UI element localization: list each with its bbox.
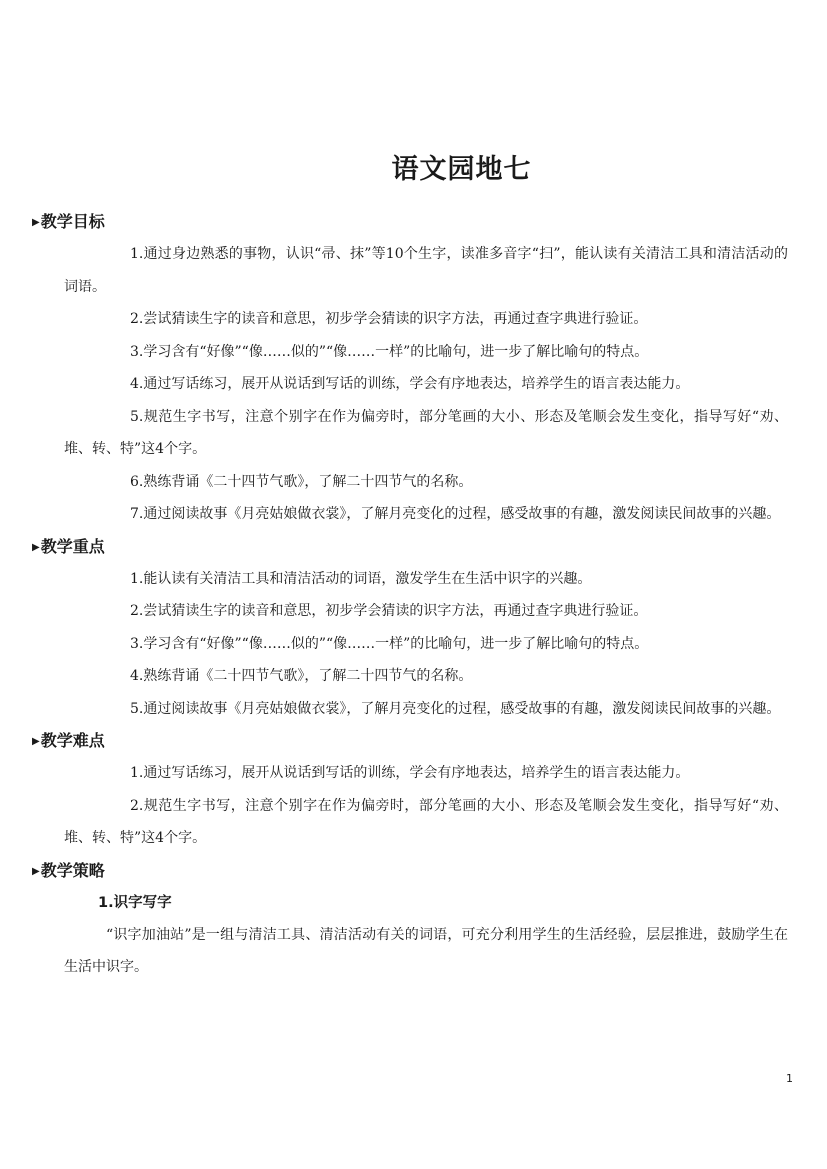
- section-heading-key-points: [32, 531, 788, 563]
- section-heading-text: 教学重点: [40, 536, 105, 556]
- goal-item: 1.通过身边熟悉的事物，认识“帚、抹”等10个生字，读准多音字“扫”，能认读有关清洁工具和清洁活动的词语。: [64, 246, 788, 295]
- key-point-item: 1.能认读有关清洁工具和清洁活动的词语，激发学生在生活中识字的兴趣。: [130, 570, 592, 587]
- triangle-bullet-icon: ▶: [32, 217, 40, 228]
- goal-item: 7.通过阅读故事《月亮姑娘做衣裳》，了解月亮变化的过程，感受故事的有趣，激发阅读民间故事的兴趣。: [130, 506, 781, 522]
- section-heading-difficulties: [32, 725, 788, 757]
- page-title: 语文园地七: [391, 154, 532, 185]
- key-point-item: 2.尝试猜读生字的读音和意思，初步学会猜读的识字方法，再通过查字典进行验证。: [130, 603, 648, 619]
- strategy-subheading: 1.识字写字: [98, 894, 172, 911]
- difficulty-item: 1.通过写话练习，展开从说话到写话的训练，学会有序地表达，培养学生的语言表达能力。: [130, 765, 690, 781]
- section-heading-strategy: [32, 855, 788, 887]
- goal-item: 4.通过写话练习，展开从说话到写话的训练，学会有序地表达，培养学生的语言表达能力。: [130, 376, 690, 392]
- triangle-bullet-icon: ▶: [32, 865, 40, 877]
- goal-item: 2.尝试猜读生字的读音和意思，初步学会猜读的识字方法，再通过查字典进行验证。: [130, 311, 648, 327]
- triangle-bullet-icon: ▶: [32, 736, 40, 747]
- strategy-paragraph: “识字加油站”是一组与清洁工具、清洁活动有关的词语，可充分利用学生的生活经验，层层推进，鼓励学生在生活中识字。: [64, 926, 788, 975]
- section-heading-goals: [32, 206, 788, 238]
- document-content: [32, 206, 788, 984]
- key-point-item: 3.学习含有“好像”“像……似的”“像……一样”的比喻句，进一步了解比喻句的特点。: [130, 635, 649, 652]
- triangle-bullet-icon: ▶: [32, 541, 40, 553]
- section-heading-text: 教学难点: [40, 731, 105, 750]
- key-point-item: 4.熟练背诵《二十四节气歌》，了解二十四节气的名称。: [130, 668, 473, 684]
- page-number: 1: [786, 1072, 793, 1085]
- key-point-item: 5.通过阅读故事《月亮姑娘做衣裳》，了解月亮变化的过程，感受故事的有趣，激发阅读民间故事的兴趣。: [130, 700, 781, 717]
- section-heading-text: 教学策略: [40, 860, 105, 880]
- goal-item: 3.学习含有“好像”“像……似的”“像……一样”的比喻句，进一步了解比喻句的特点。: [130, 343, 649, 360]
- section-heading-text: 教学目标: [40, 212, 105, 231]
- difficulty-item: 2.规范生字书写，注意个别字在作为偏旁时，部分笔画的大小、形态及笔顺会发生变化，指导写好“劝、堆、转、特”这4个字。: [64, 797, 788, 846]
- goal-item: 6.熟练背诵《二十四节气歌》，了解二十四节气的名称。: [130, 473, 473, 490]
- goal-item: 5.规范生字书写，注意个别字在作为偏旁时，部分笔画的大小、形态及笔顺会发生变化，指导写好“劝、堆、转、特”这4个字。: [64, 408, 788, 457]
